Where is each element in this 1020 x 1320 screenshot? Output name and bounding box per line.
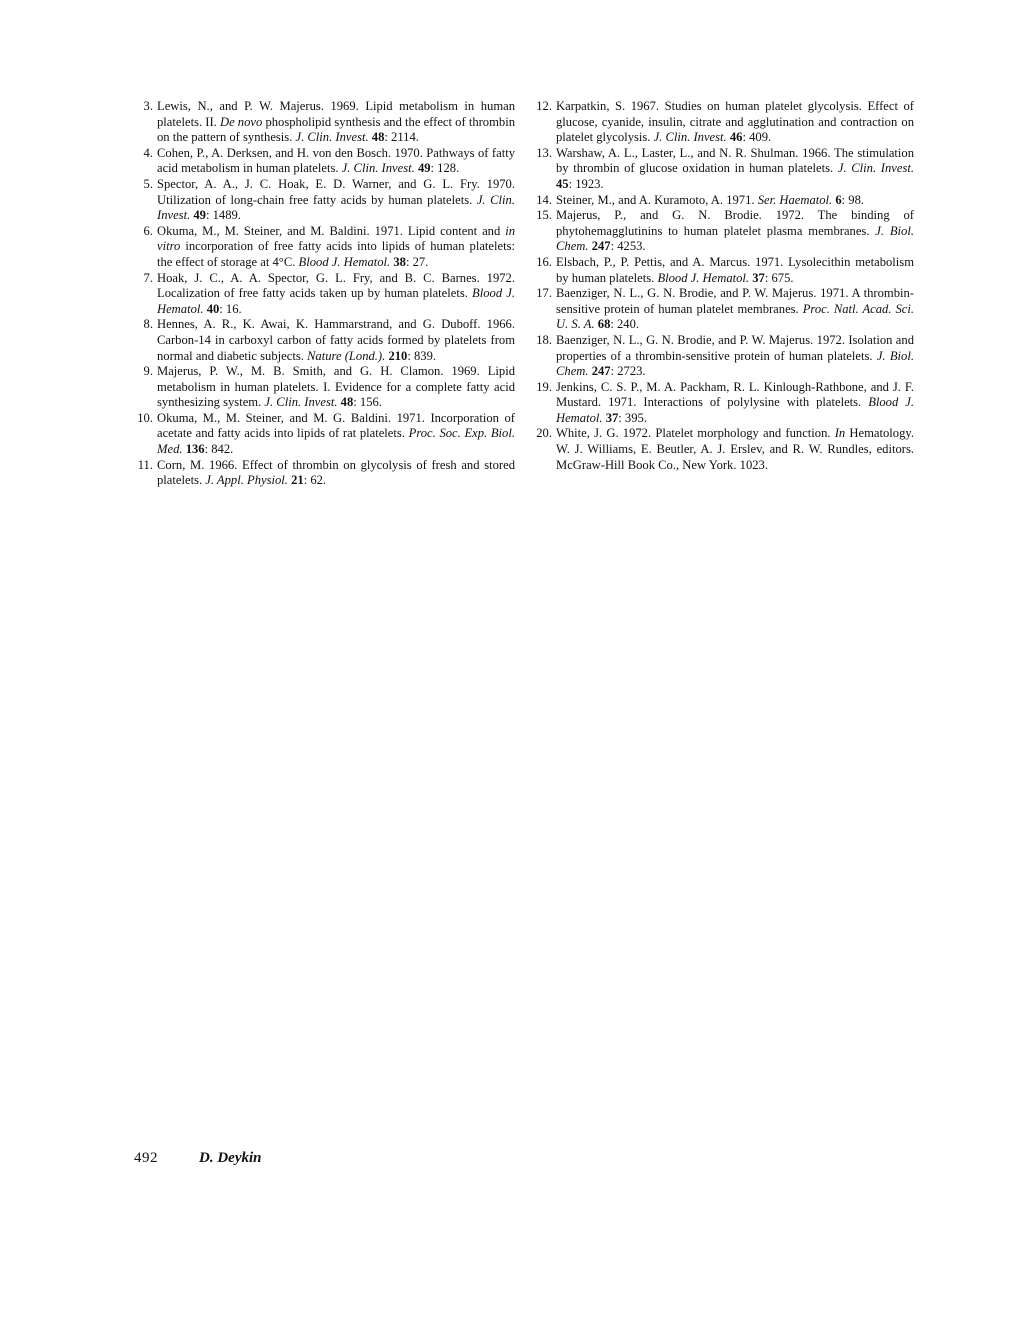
reference-item: [143, 99, 515, 146]
reference-number: 7.: [143, 270, 153, 285]
reference-text: [556, 193, 864, 207]
reference-pages: : 4253.: [610, 239, 646, 254]
reference-pages: : 240.: [610, 317, 640, 332]
reference-number: 9.: [143, 364, 153, 379]
reference-authors-title: Majerus, P. W., M. B. Smith, and G. H. Clamon. 1969. Lipid metabolism in human platelets. I. Evidence for a complete fatty acid synthesizing system.: [157, 364, 515, 410]
reference-item: [536, 426, 915, 473]
reference-journal: J. Clin. Invest.: [341, 161, 415, 176]
reference-journal: J. Appl. Physiol.: [205, 473, 288, 488]
reference-text: [157, 224, 515, 269]
reference-pages: : 128.: [430, 161, 460, 176]
reference-journal: J. Clin. Invest.: [653, 130, 727, 145]
reference-text: [157, 177, 515, 222]
reference-text: [157, 146, 515, 176]
reference-text: [157, 364, 515, 409]
reference-pages: : 1923.: [568, 176, 604, 191]
reference-item: [536, 379, 914, 427]
reference-authors-title: Cohen, P., A. Derksen, and H. von den Bosch. 1970. Pathways of fatty acid metabolism in human platelets.: [157, 145, 515, 176]
reference-number: 10.: [137, 410, 153, 425]
reference-volume: 49: [193, 208, 206, 223]
reference-volume: 49: [417, 161, 431, 176]
reference-number: 6.: [143, 223, 153, 238]
reference-item: [143, 145, 515, 177]
reference-italic-term: in vitro: [157, 223, 515, 254]
reference-number: 8.: [143, 317, 153, 332]
reference-number: 15.: [536, 208, 552, 223]
reference-item: [143, 223, 515, 271]
reference-text: [157, 317, 515, 362]
reference-item: [536, 145, 914, 193]
reference-pages: : 27.: [405, 254, 429, 269]
reference-volume: 136: [185, 442, 205, 457]
reference-item: [536, 332, 914, 380]
reference-authors-title: Elsbach, P., P. Pettis, and A. Marcus. 1971. Lysolecithin metabolism by human platelets.: [556, 254, 914, 285]
reference-item: [536, 99, 914, 146]
reference-item: [143, 317, 515, 364]
reference-journal: J. Biol. Chem.: [556, 223, 914, 254]
reference-authors-title: Okuma, M., M. Steiner, and M. Baldini. 1971. Lipid content and: [157, 223, 506, 238]
reference-number: 20.: [536, 426, 552, 441]
reference-number: 4.: [143, 145, 153, 160]
reference-volume: 37: [605, 410, 619, 425]
reference-text: [157, 458, 515, 488]
reference-pages: : 2114.: [384, 130, 419, 145]
reference-italic-term: In: [834, 426, 846, 441]
reference-authors-title: Hoak, J. C., A. A. Spector, G. L. Fry, and B. C. Barnes. 1972. Localization of free fatty acids taken up by human platelets.: [157, 270, 515, 301]
reference-text: [556, 426, 914, 471]
reference-pages: : 16.: [219, 301, 242, 316]
reference-pages: : 842.: [204, 442, 234, 457]
reference-journal: Ser. Haematol.: [757, 192, 833, 207]
reference-volume: 6: [835, 192, 842, 207]
reference-volume: 45: [556, 176, 569, 191]
reference-authors-title: Spector, A. A., J. C. Hoak, E. D. Warner, and G. L. Fry. 1970. Utilization of long-chain free fatty acids by human platelets.: [157, 176, 515, 207]
reference-title-rest: phospholipid synthesis and the effect of thrombin on the pattern of synthesis.: [157, 114, 515, 145]
page-number: 492: [134, 1150, 158, 1166]
reference-volume: 37: [752, 270, 765, 285]
reference-item: [143, 270, 515, 318]
reference-journal: Blood J. Hematol.: [657, 270, 750, 285]
reference-number: 16.: [536, 254, 552, 269]
reference-volume: 48: [371, 130, 385, 145]
reference-volume: 68: [597, 317, 611, 332]
reference-number: 18.: [536, 332, 552, 347]
reference-authors-title: Majerus, P., and G. N. Brodie. 1972. The binding of phytohemagglutinins to human platelet plasma membranes.: [556, 208, 914, 238]
reference-pages: : 62.: [303, 473, 327, 488]
reference-volume: 210: [388, 348, 408, 363]
reference-text: [556, 146, 914, 191]
reference-journal: J. Biol. Chem.: [556, 348, 914, 379]
reference-authors-title: White, J. G. 1972. Platelet morphology and function.: [556, 426, 835, 441]
reference-text: [157, 271, 515, 316]
reference-number: 5.: [143, 176, 153, 191]
reference-volume: 247: [591, 364, 611, 379]
reference-volume: 38: [393, 254, 406, 269]
reference-authors-title: Jenkins, C. S. P., M. A. Packham, R. L. Kinlough-Rathbone, and J. F. Mustard. 1971. Interactions of polylysine with platelets.: [556, 379, 914, 410]
reference-text: [556, 208, 914, 253]
reference-volume: 247: [591, 239, 611, 254]
reference-authors-title: Lewis, N., and P. W. Majerus. 1969. Lipid metabolism in human platelets. II.: [157, 99, 515, 129]
reference-number: 11.: [137, 457, 153, 472]
reference-item: [536, 286, 914, 333]
reference-number: 14.: [536, 192, 552, 207]
reference-authors-title: Baenziger, N. L., G. N. Brodie, and P. W. Majerus. 1971. A thrombin-sensitive protein of human platelet membranes.: [556, 286, 914, 316]
reference-item: [137, 410, 516, 458]
reference-text: [556, 286, 914, 331]
reference-number: 3.: [143, 99, 153, 113]
reference-authors-title: Okuma, M., M. Steiner, and M. G. Baldini. 1971. Incorporation of acetate and fatty acids into lipids of rat platelets.: [157, 410, 515, 441]
reference-journal: J. Clin. Invest.: [837, 161, 914, 176]
reference-text: [556, 99, 914, 144]
reference-journal: Proc. Soc. Exp. Biol. Med.: [157, 426, 516, 457]
reference-journal: Blood J. Hematol.: [157, 286, 515, 316]
reference-pages: : 409.: [742, 130, 772, 145]
reference-item: [536, 254, 914, 286]
reference-item: [143, 364, 515, 411]
reference-pages: : 1489.: [205, 208, 241, 223]
reference-text: [157, 99, 515, 144]
reference-pages: : 839.: [407, 348, 437, 363]
reference-text: [157, 411, 515, 456]
reference-title-rest: incorporation of free fatty acids into lipids of human platelets: the effect of storage at 4°C.: [157, 239, 515, 269]
reference-authors-title: Karpatkin, S. 1967. Studies on human platelet glycolysis. Effect of glucose, cyanide, insulin, citrate and agglutination and contraction on platelet glycolysis.: [556, 99, 914, 145]
reference-text: [556, 255, 914, 285]
reference-journal: Nature (Lond.).: [307, 348, 386, 363]
reference-pages: : 395.: [618, 410, 647, 425]
reference-journal: J. Clin. Invest.: [295, 130, 369, 145]
reference-pages: : 98.: [841, 192, 865, 207]
reference-pages: : 2723.: [610, 364, 646, 379]
reference-journal: Blood J. Hematol.: [556, 395, 914, 425]
reference-number: 19.: [536, 379, 552, 394]
reference-item: [137, 457, 515, 489]
reference-volume: 46: [729, 130, 743, 145]
reference-journal: Blood J. Hematol.: [298, 254, 391, 269]
reference-number: 13.: [536, 145, 552, 160]
reference-authors-title: Warshaw, A. L., Laster, L., and N. R. Shulman. 1966. The stimulation by thrombin of glucose oxidation in human platelets.: [556, 145, 914, 176]
reference-authors-title: Baenziger, N. L., G. N. Brodie, and P. W. Majerus. 1972. Isolation and properties of a thrombin-sensitive protein of human platelets.: [556, 332, 914, 363]
reference-journal: J. Clin. Invest.: [264, 395, 338, 410]
reference-authors-title: Hennes, A. R., K. Awai, K. Hammarstrand, and G. Duboff. 1966. Carbon-14 in carboxyl carbon of fatty acids formed by platelets from normal and diabetic subjects.: [157, 317, 515, 363]
reference-authors-title: Steiner, M., and A. Kuramoto, A. 1971.: [556, 192, 758, 207]
reference-number: 17.: [536, 286, 552, 301]
reference-text: [556, 333, 914, 378]
reference-volume: 48: [340, 395, 354, 410]
reference-title-rest: Hematology. W. J. Williams, E. Beutler, A. J. Erslev, and R. W. Rundles, editors. McGraw-Hill Book Co., New York. 1023.: [556, 426, 915, 472]
reference-pages: : 675.: [764, 270, 794, 285]
reference-text: [556, 380, 914, 425]
reference-authors-title: Corn, M. 1966. Effect of thrombin on glycolysis of fresh and stored platelets.: [157, 457, 515, 488]
reference-item: [536, 208, 914, 255]
reference-journal: Proc. Natl. Acad. Sci. U. S. A.: [556, 301, 914, 332]
references-column-right: [536, 99, 915, 473]
reference-pages: : 156.: [353, 395, 382, 410]
running-author: D. Deykin: [199, 1150, 262, 1166]
reference-journal: J. Clin. Invest.: [157, 192, 515, 223]
reference-volume: 40: [206, 301, 220, 316]
references-column-left: [137, 99, 516, 489]
reference-volume: 21: [291, 473, 304, 488]
reference-italic-term: De novo: [219, 114, 263, 129]
reference-item: [143, 176, 515, 224]
reference-item: [536, 192, 914, 209]
reference-number: 12.: [536, 99, 552, 113]
